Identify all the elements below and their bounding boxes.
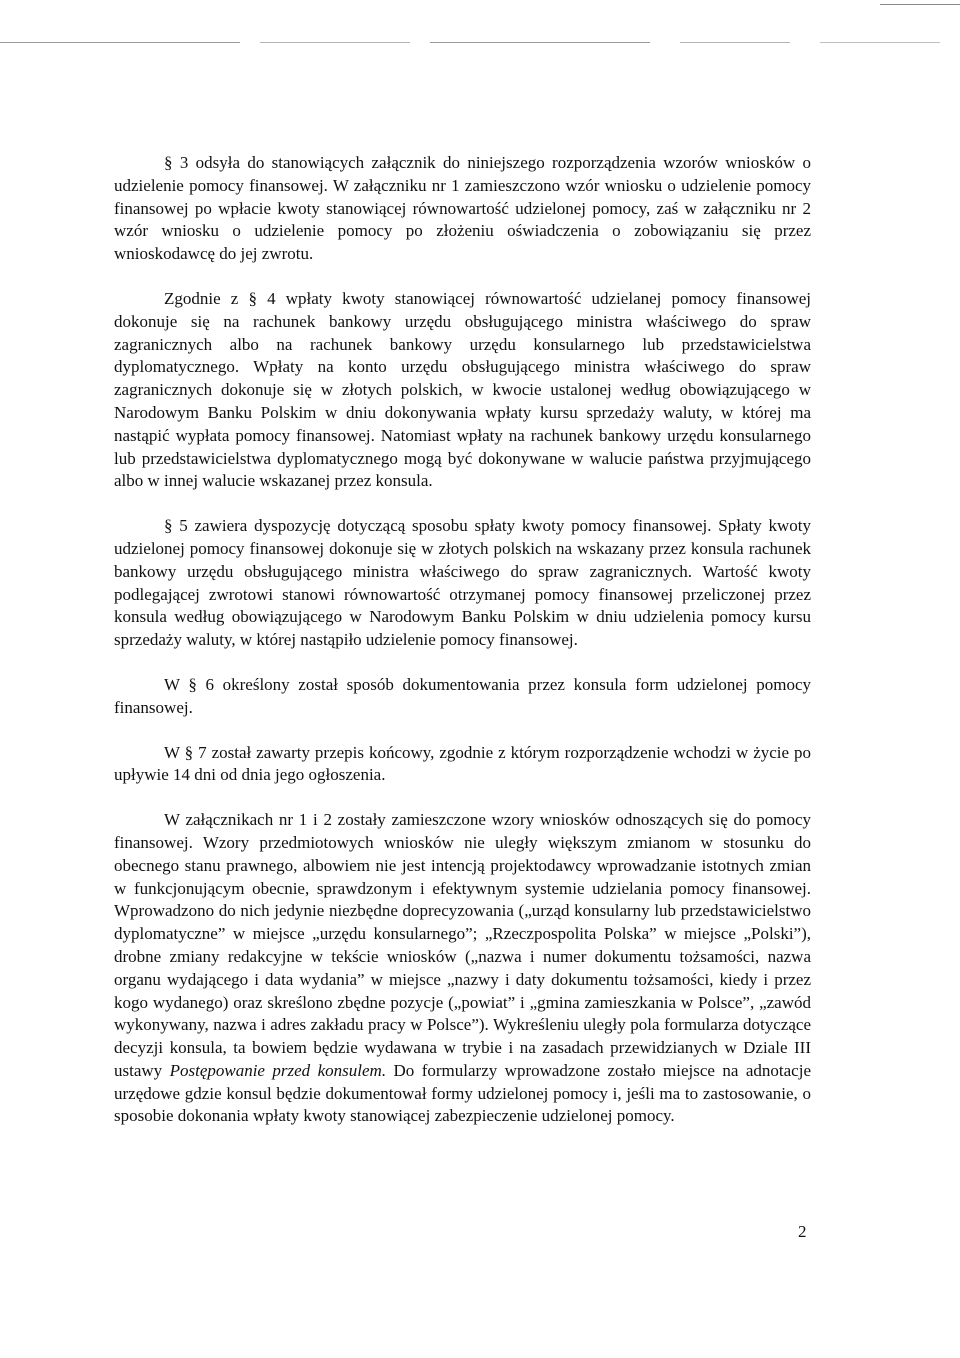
paragraph-section-5: § 5 zawiera dyspozycję dotyczącą sposobu spłaty kwoty pomocy finansowej. Spłaty kwoty udzielonej pomocy finansowej dokonuje się w złotych polskich na wskazany przez konsula rachunek bankowy urzędu obsługującego ministra właściwego do spraw zagranicznych. Wartość kwoty podlegającej zwrotowi stanowi równowartość otrzymanej pomocy finansowej przeliczonej przez konsula według obowiązującego w Narodowym Banku Polskim w dniu udzielenia pomocy kursu sprzedaży waluty, w której nastąpiło udzielenie pomocy finansowej. — [114, 516, 811, 650]
paragraph-section-3: § 3 odsyła do stanowiących załącznik do niniejszego rozporządzenia wzorów wniosków o udzielenie pomocy finansowej. W załączniku nr 1 zamieszczono wzór wniosku o udzielenie pomocy finansowej po wpłacie kwoty stanowiącej równowartość udzielonej pomocy, zaś w załączniku nr 2 wzór wniosku o udzielenie pomocy po złożeniu oświadczenia o zobowiązaniu się przez wnioskodawcę do jej zwrotu. — [114, 153, 811, 264]
act-title-italic: Postępowanie przed konsulem. — [169, 1060, 387, 1080]
attachments-text-end: Do formularzy wprowadzone zostało miejsce na adnotacje urzędowe gdzie konsul będzie dokumentował formy udzielonej pomocy i, jeśli ma to zastosowanie, o sposobie dokonania wpłaty kwoty stanowiącej zabezpieczenie udzielonej pomocy. — [114, 1060, 811, 1126]
page-number: 2 — [798, 1222, 807, 1241]
paragraph-attachments — [114, 809, 811, 1128]
scan-corner-line — [880, 4, 960, 5]
document-body — [114, 152, 811, 1128]
attachments-text-start: W załącznikach nr 1 i 2 zostały zamieszczone wzory wniosków odnoszących się do pomocy finansowej. Wzory przedmiotowych wniosków nie uległy większym zmianom w stosunku do obecnego stanu prawnego, albowiem nie jest intencją projektodawcy wprowadzanie istotnych zmian w funkcjonującym obecnie, sprawdzonym i efektywnym systemie udzielania pomocy finansowej. Wprowadzono do nich jedynie niezbędne doprecyzowania („urząd konsularny lub przedstawicielstwo dyplomatyczne” w miejsce „urzędu konsularnego”; „Rzeczpospolita Polska” w miejsce „Polski”), drobne zmiany redakcyjne w tekście wniosków („nazwa i numer dokumentu tożsamości, nazwa organu wydającego i data wydania” w miejsce „nazwy i daty dokumentu tożsamości, kiedy i przez kogo wydanego) oraz skreślono zbędne pozycje („powiat” i „gmina zamieszkania w Polsce”, „zawód wykonywany, nazwa i adres zakładu pracy w Polsce”). Wykreśleniu uległy pola formularza dotyczące decyzji konsula, ta bowiem będzie wydawana w trybie i na zasadach przewidzianych w Dziale III ustawy — [114, 810, 811, 1080]
paragraph-section-4: Zgodnie z § 4 wpłaty kwoty stanowiącej równowartość udzielanej pomocy finansowej dokonuje się na rachunek bankowy urzędu obsługującego ministra właściwego do spraw zagranicznych albo na rachunek bankowy urzędu konsularnego lub przedstawicielstwa dyplomatycznego. Wpłaty na konto urzędu obsługującego ministra właściwego do spraw zagranicznych dokonuje się w złotych polskich, w kwocie ustalonej według obowiązującego w Narodowym Banku Polskim w dniu dokonywania wpłaty kursu sprzedaży waluty, w której ma nastąpić wypłata pomocy finansowej. Natomiast wpłaty na rachunek bankowy urzędu konsularnego lub przedstawicielstwa dyplomatycznego mogą być dokonywane w walucie państwa przyjmującego albo w innej walucie wskazanej przez konsula. — [114, 288, 811, 491]
paragraph-section-6: W § 6 określony został sposób dokumentowania przez konsula form udzielonej pomocy finansowej. — [114, 674, 811, 717]
paragraph-section-7: W § 7 został zawarty przepis końcowy, zgodnie z którym rozporządzenie wchodzi w życie po upływie 14 dni od dnia jego ogłoszenia. — [114, 742, 811, 785]
scan-edge-artifact — [0, 36, 960, 48]
